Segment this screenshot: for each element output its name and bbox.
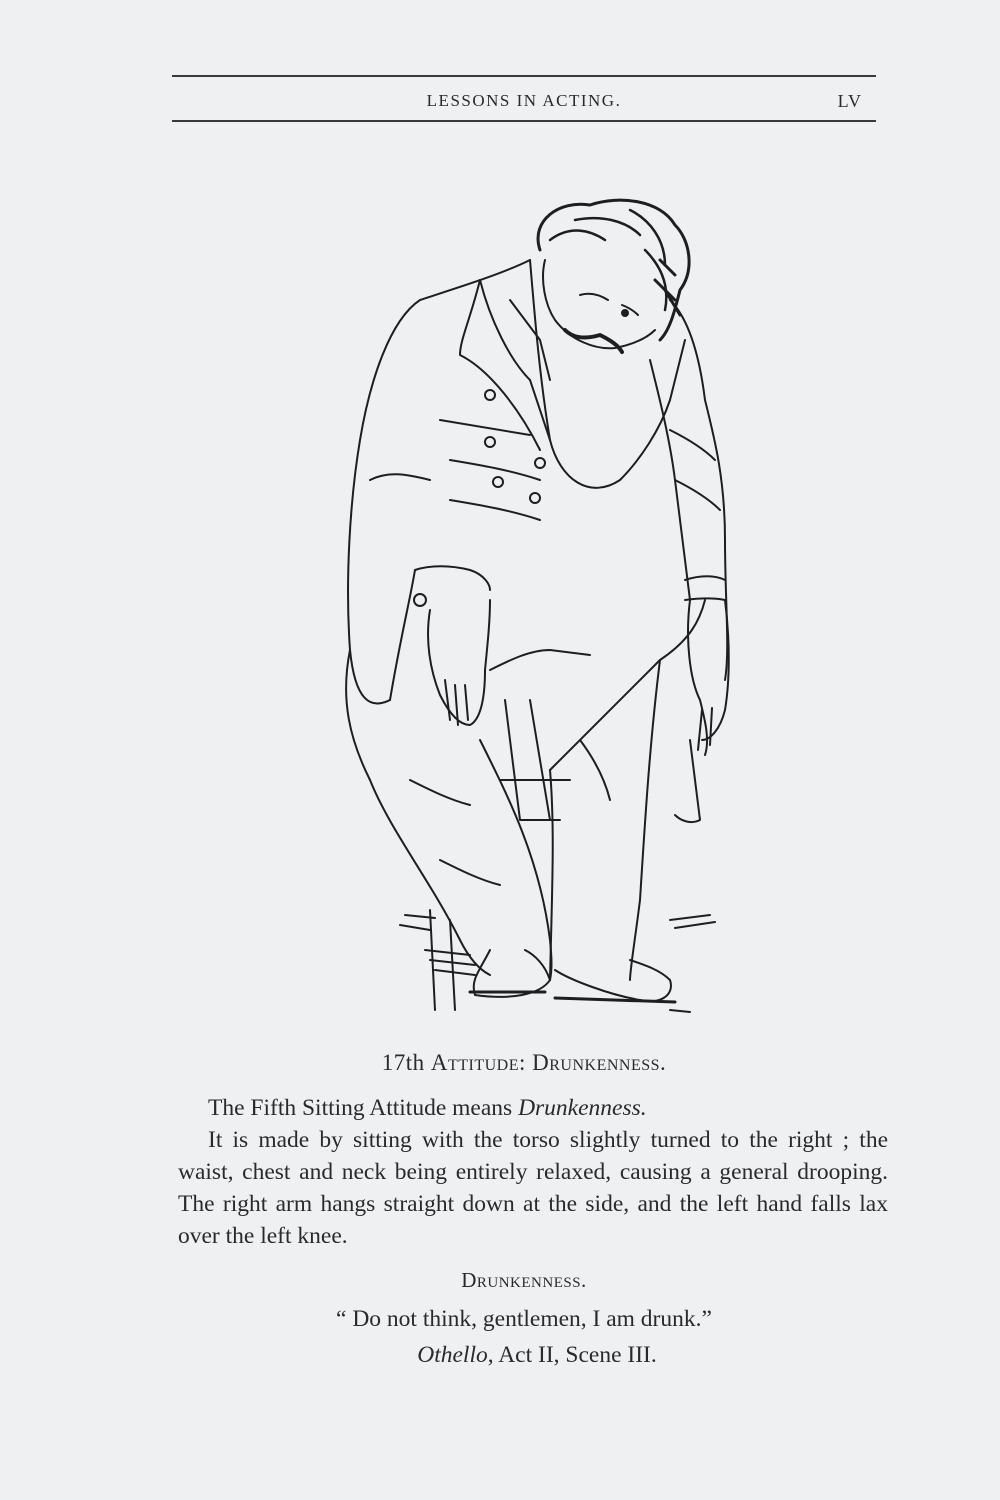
caption-title: Drunkenness. <box>532 1050 667 1075</box>
caption-number: 17th <box>381 1050 425 1075</box>
quotation-text: “ Do not think, gentlemen, I am drunk.” <box>336 1306 712 1332</box>
illustration-seated-man <box>330 180 750 1020</box>
running-head <box>172 89 876 113</box>
header-rule-bottom <box>172 120 876 122</box>
caption-label: Attitude: <box>430 1050 526 1075</box>
body-text <box>178 1092 888 1252</box>
figure-caption <box>172 1050 876 1076</box>
drunk-man-drawing-icon <box>330 180 750 1020</box>
paragraph-1 <box>178 1092 888 1124</box>
header-rule-top <box>172 75 876 77</box>
quotation-heading: Drunkenness. <box>461 1268 587 1292</box>
source-location: , Act II, Scene III. <box>487 1342 657 1368</box>
page-number: LV <box>837 91 862 111</box>
source-work: Othello <box>417 1342 488 1368</box>
quotation-source <box>172 1342 902 1369</box>
running-title: LESSONS IN ACTING. <box>426 91 622 110</box>
paragraph-1-emphasis: Drunkenness. <box>518 1095 647 1121</box>
paragraph-1-lead: The Fifth Sitting Attitude means <box>208 1095 519 1121</box>
paragraph-2: It is made by sitting with the torso slightly turned to the right ; the waist, chest and neck being entirely relaxed, causing a general drooping. The right arm hangs straight down at the side, and the left hand falls lax over the left knee. <box>178 1127 888 1249</box>
